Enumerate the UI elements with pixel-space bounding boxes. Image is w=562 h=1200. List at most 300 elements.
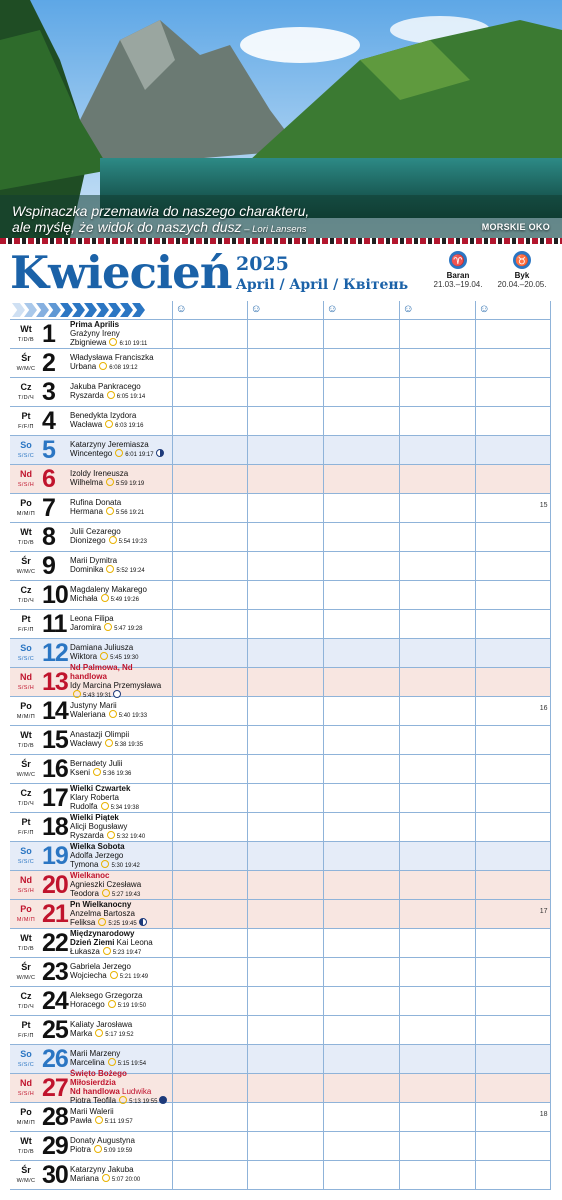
- day-number: 16: [42, 755, 68, 783]
- note-cell[interactable]: [172, 1045, 247, 1074]
- note-cell[interactable]: [475, 987, 550, 1016]
- note-cell[interactable]: [323, 494, 399, 523]
- name-days: [70, 440, 172, 460]
- zodiac-dates: 20.04.–20.05.: [497, 280, 547, 289]
- day-info-cell: [10, 784, 172, 813]
- day-number: 25: [42, 1016, 68, 1044]
- note-cell[interactable]: [399, 726, 475, 755]
- note-cell[interactable]: [475, 842, 550, 871]
- note-cell[interactable]: [475, 494, 550, 523]
- year: 2025: [236, 253, 289, 275]
- note-cell[interactable]: [247, 407, 323, 436]
- note-cell[interactable]: [323, 1132, 399, 1161]
- note-cell[interactable]: [475, 900, 550, 929]
- sunrise-sunset: 5:47 19:28: [114, 626, 143, 632]
- smiley-icon: ☺: [175, 303, 187, 315]
- day-info-cell: [10, 1103, 172, 1132]
- sun-icon: [99, 362, 107, 370]
- note-cell[interactable]: [172, 494, 247, 523]
- note-cell[interactable]: [399, 1045, 475, 1074]
- day-info-cell: [10, 349, 172, 378]
- note-cell[interactable]: [399, 581, 475, 610]
- day-note: Michała 5:49 19:26: [70, 594, 139, 603]
- taurus-icon: ♉: [513, 251, 531, 269]
- note-cell[interactable]: [247, 320, 323, 349]
- note-cell[interactable]: [247, 610, 323, 639]
- note-cell[interactable]: [247, 842, 323, 871]
- note-cell[interactable]: [399, 813, 475, 842]
- day-note: Kaliaty Jarosława: [70, 1020, 133, 1029]
- sunrise-sunset: 5:49 19:26: [110, 597, 139, 603]
- day-note: Rufina Donata: [70, 498, 122, 507]
- name-days: [70, 813, 172, 842]
- note-cell[interactable]: [475, 581, 550, 610]
- day-info-cell: [10, 436, 172, 465]
- day-note: Hermana 5:56 19:21: [70, 507, 145, 516]
- day-info-cell: [10, 320, 172, 349]
- sunrise-sunset: 5:21 19:49: [119, 974, 149, 980]
- day-row: [10, 755, 550, 784]
- day-number: 2: [42, 349, 55, 377]
- week-number: 17: [539, 908, 548, 915]
- note-cell[interactable]: [475, 1132, 550, 1161]
- family-column-header[interactable]: [399, 301, 475, 320]
- weekday: Śr W/M/С: [16, 961, 36, 981]
- day-info-cell: [10, 663, 172, 699]
- note-cell[interactable]: [247, 755, 323, 784]
- day-note: Wiktora 5:45 19:30: [70, 652, 139, 661]
- note-cell[interactable]: [323, 784, 399, 813]
- family-column-header[interactable]: [247, 301, 323, 320]
- note-cell[interactable]: [399, 900, 475, 929]
- note-cell[interactable]: [172, 929, 247, 958]
- note-cell[interactable]: [247, 1161, 323, 1190]
- sun-icon: [101, 594, 109, 602]
- day-number: 4: [42, 407, 55, 435]
- day-number: 11: [42, 610, 67, 638]
- day-number: 22: [42, 929, 68, 957]
- note-cell[interactable]: [172, 436, 247, 465]
- day-row: [10, 581, 550, 610]
- weekday: Wt T/D/В: [17, 1135, 35, 1155]
- day-note: Magdaleny Makarego: [70, 585, 147, 594]
- sunrise-sunset: 5:09 19:59: [103, 1148, 133, 1154]
- note-cell[interactable]: [399, 1074, 475, 1103]
- note-cell[interactable]: [323, 465, 399, 494]
- chevron-right-icon: [72, 303, 85, 317]
- note-cell[interactable]: [323, 871, 399, 900]
- day-row: [10, 349, 550, 378]
- day-info-cell: [10, 407, 172, 436]
- day-info-cell: [10, 378, 172, 407]
- day-row: [10, 900, 550, 929]
- day-note: Gabriela Jerzego: [70, 962, 131, 971]
- sun-icon: [108, 1000, 116, 1008]
- note-cell[interactable]: [475, 523, 550, 552]
- month-title: Kwiecień: [10, 246, 232, 299]
- note-cell[interactable]: [323, 552, 399, 581]
- weekday: Po M/M/П: [16, 497, 36, 517]
- name-days: [70, 842, 172, 871]
- name-days: [70, 498, 172, 518]
- note-cell[interactable]: [399, 929, 475, 958]
- day-number: 23: [42, 958, 68, 986]
- note-cell[interactable]: [247, 436, 323, 465]
- note-cell[interactable]: [475, 639, 550, 668]
- note-cell[interactable]: [247, 668, 323, 697]
- note-cell[interactable]: [399, 552, 475, 581]
- note-cell[interactable]: [247, 958, 323, 987]
- note-cell[interactable]: [172, 552, 247, 581]
- note-cell[interactable]: [399, 436, 475, 465]
- note-cell[interactable]: [172, 1132, 247, 1161]
- note-cell[interactable]: [475, 1074, 550, 1103]
- week-number: 18: [539, 1111, 548, 1118]
- note-cell[interactable]: [247, 552, 323, 581]
- note-cell[interactable]: [399, 610, 475, 639]
- note-cell[interactable]: [323, 697, 399, 726]
- note-cell[interactable]: [399, 1132, 475, 1161]
- day-row: [10, 987, 550, 1016]
- note-cell[interactable]: [172, 378, 247, 407]
- weekday: Wt T/D/В: [17, 526, 35, 546]
- day-note: Piotra 5:09 19:59: [70, 1145, 133, 1154]
- day-info-cell: [10, 1161, 172, 1190]
- day-row: [10, 784, 550, 813]
- day-note: Marcelina 5:15 19:54: [70, 1058, 147, 1067]
- note-cell[interactable]: [475, 465, 550, 494]
- sunrise-sunset: 5:11 19:57: [104, 1119, 133, 1125]
- day-note: Rudolfa 5:34 19:38: [70, 801, 139, 811]
- chevron-right-icon: [24, 303, 37, 317]
- sun-icon: [107, 831, 115, 839]
- day-row: [10, 494, 550, 523]
- note-cell[interactable]: [172, 900, 247, 929]
- name-days: [70, 991, 172, 1011]
- note-cell[interactable]: [475, 784, 550, 813]
- day-row: [10, 668, 550, 697]
- quote-line-2: ale myślę, że widok do naszych dusz: [12, 219, 242, 235]
- note-cell[interactable]: [399, 755, 475, 784]
- note-cell[interactable]: [323, 378, 399, 407]
- note-cell[interactable]: [323, 349, 399, 378]
- zodiac-dates: 21.03.–19.04.: [433, 280, 483, 289]
- family-column-header[interactable]: [172, 301, 247, 320]
- note-cell[interactable]: [399, 349, 475, 378]
- day-note: Bernadety Julii: [70, 759, 123, 768]
- note-cell[interactable]: [247, 465, 323, 494]
- note-cell[interactable]: [399, 1161, 475, 1190]
- note-cell[interactable]: [323, 726, 399, 755]
- note-cell[interactable]: [323, 987, 399, 1016]
- day-row: [10, 407, 550, 436]
- note-cell[interactable]: [247, 639, 323, 668]
- weekday: Pt F/F/П: [18, 410, 34, 430]
- day-info-cell: [10, 610, 172, 639]
- note-cell[interactable]: [172, 697, 247, 726]
- day-note: Benedykta Izydora: [70, 411, 137, 420]
- note-cell[interactable]: [172, 639, 247, 668]
- note-cell[interactable]: [323, 668, 399, 697]
- sun-icon: [94, 1145, 102, 1153]
- note-cell[interactable]: [323, 1103, 399, 1132]
- note-cell[interactable]: [399, 378, 475, 407]
- family-column-header[interactable]: [323, 301, 399, 320]
- day-note: Ryszarda 5:32 19:40: [70, 830, 146, 840]
- sunrise-sunset: 6:03 19:16: [115, 423, 144, 429]
- note-cell[interactable]: [323, 929, 399, 958]
- sunrise-sunset: 5:56 19:21: [115, 510, 145, 516]
- note-cell[interactable]: [399, 842, 475, 871]
- day-note: Izoldy Ireneusza: [70, 469, 129, 478]
- day-info-cell: [10, 465, 172, 494]
- zodiac-taurus: [482, 251, 562, 289]
- note-cell[interactable]: [247, 581, 323, 610]
- note-cell[interactable]: [247, 987, 323, 1016]
- day-note: Adolfa Jerzego: [70, 850, 124, 860]
- note-cell[interactable]: [399, 639, 475, 668]
- day-info-cell: [10, 494, 172, 523]
- note-cell[interactable]: [323, 1161, 399, 1190]
- weekday: So S/S/С: [17, 642, 35, 662]
- note-cell[interactable]: [247, 871, 323, 900]
- note-cell[interactable]: [172, 1074, 247, 1103]
- note-cell[interactable]: [247, 697, 323, 726]
- name-days: [70, 643, 172, 663]
- day-note: Horacego 5:19 19:50: [70, 1000, 147, 1009]
- note-cell[interactable]: [323, 755, 399, 784]
- note-cell[interactable]: [172, 1161, 247, 1190]
- note-cell[interactable]: [172, 610, 247, 639]
- calendar-grid: [10, 301, 551, 1190]
- day-number: 18: [42, 813, 68, 841]
- day-note: Julii Cezarego: [70, 527, 121, 536]
- day-note: Wielki Piątek: [70, 812, 119, 822]
- note-cell[interactable]: [475, 1103, 550, 1132]
- day-info-cell: [10, 842, 172, 871]
- note-cell[interactable]: [247, 900, 323, 929]
- day-note: Urbana 6:08 19:12: [70, 362, 138, 371]
- weekday: Pt F/F/П: [18, 816, 34, 836]
- day-note: Wilhelma 5:59 19:19: [70, 478, 145, 487]
- name-days: [70, 1165, 172, 1185]
- note-cell[interactable]: [399, 494, 475, 523]
- note-cell[interactable]: [247, 1103, 323, 1132]
- day-number: 20: [42, 871, 68, 899]
- day-info-cell: [10, 900, 172, 929]
- sun-icon: [101, 802, 109, 810]
- note-cell[interactable]: [399, 668, 475, 697]
- sunrise-sunset: 5:15 19:54: [117, 1061, 147, 1067]
- day-row: [10, 813, 550, 842]
- day-note: Anastazji Olimpii: [70, 730, 130, 739]
- name-days: [70, 1069, 172, 1107]
- sunrise-sunset: 5:07 20:00: [111, 1177, 141, 1183]
- note-cell[interactable]: [172, 320, 247, 349]
- note-cell[interactable]: [247, 1132, 323, 1161]
- sunrise-sunset: 5:32 19:40: [116, 833, 146, 840]
- day-info-cell: [10, 987, 172, 1016]
- note-cell[interactable]: [475, 1016, 550, 1045]
- note-cell[interactable]: [172, 349, 247, 378]
- note-cell[interactable]: [247, 813, 323, 842]
- note-cell[interactable]: [247, 523, 323, 552]
- note-cell[interactable]: [323, 1045, 399, 1074]
- note-cell[interactable]: [247, 1045, 323, 1074]
- day-note: Idy Marcina Przemysława5:43 19:31: [70, 681, 162, 699]
- sun-icon: [102, 1174, 110, 1182]
- chevron-right-icon: [108, 303, 121, 317]
- note-cell[interactable]: [323, 581, 399, 610]
- note-cell[interactable]: [247, 929, 323, 958]
- sunrise-sunset: 5:45 19:30: [110, 655, 139, 661]
- note-cell[interactable]: [475, 726, 550, 755]
- name-days: [70, 1107, 172, 1127]
- note-cell[interactable]: [399, 871, 475, 900]
- name-days: [70, 1136, 172, 1156]
- note-cell[interactable]: [399, 1016, 475, 1045]
- note-cell[interactable]: [475, 813, 550, 842]
- note-cell[interactable]: [247, 349, 323, 378]
- note-cell[interactable]: [475, 871, 550, 900]
- weekday: Nd S/S/Н: [17, 671, 35, 691]
- note-cell[interactable]: [399, 523, 475, 552]
- note-cell[interactable]: [475, 320, 550, 349]
- note-cell[interactable]: [172, 784, 247, 813]
- note-cell[interactable]: [475, 349, 550, 378]
- day-note: Tymona 5:30 19:42: [70, 859, 140, 869]
- name-days: [70, 663, 172, 701]
- name-days: [70, 701, 172, 721]
- note-cell[interactable]: [323, 1074, 399, 1103]
- note-cell[interactable]: [323, 436, 399, 465]
- note-cell[interactable]: [247, 378, 323, 407]
- note-cell[interactable]: [172, 987, 247, 1016]
- note-cell[interactable]: [172, 726, 247, 755]
- note-cell[interactable]: [247, 784, 323, 813]
- note-cell[interactable]: [172, 465, 247, 494]
- chevron-right-icon: [96, 303, 109, 317]
- day-row: [10, 1103, 550, 1132]
- note-cell[interactable]: [399, 697, 475, 726]
- note-cell[interactable]: [323, 610, 399, 639]
- note-cell[interactable]: [475, 668, 550, 697]
- day-note: Wielki Czwartek: [70, 783, 131, 793]
- note-cell[interactable]: [172, 755, 247, 784]
- day-row: [10, 378, 550, 407]
- sun-icon: [106, 507, 114, 515]
- note-cell[interactable]: [475, 958, 550, 987]
- note-cell[interactable]: [475, 1161, 550, 1190]
- note-cell[interactable]: [323, 320, 399, 349]
- note-cell[interactable]: [323, 523, 399, 552]
- day-number: 10: [42, 581, 68, 609]
- note-cell[interactable]: [172, 842, 247, 871]
- note-cell[interactable]: [172, 668, 247, 697]
- day-note: Teodora 5:27 19:43: [70, 888, 141, 898]
- note-cell[interactable]: [475, 697, 550, 726]
- note-cell[interactable]: [475, 436, 550, 465]
- note-cell[interactable]: [323, 813, 399, 842]
- day-note: Jaromira 5:47 19:28: [70, 623, 143, 632]
- note-cell[interactable]: [475, 929, 550, 958]
- name-days: [70, 411, 172, 431]
- day-note: Wacławy 5:38 19:35: [70, 739, 144, 748]
- note-cell[interactable]: [247, 494, 323, 523]
- note-cell[interactable]: [172, 407, 247, 436]
- note-cell[interactable]: [399, 465, 475, 494]
- weekday: Cz T/D/Ч: [17, 787, 35, 807]
- day-row: [10, 320, 550, 349]
- day-note: Marka 5:17 19:52: [70, 1029, 134, 1038]
- day-note: Piotra Teofila 5:13 19:55: [70, 1096, 172, 1107]
- note-cell[interactable]: [172, 1016, 247, 1045]
- note-cell[interactable]: [399, 784, 475, 813]
- photo-location: MORSKIE OKO: [481, 222, 550, 232]
- weekday: Po M/M/П: [16, 700, 36, 720]
- family-column-header[interactable]: [475, 301, 550, 320]
- note-cell[interactable]: [475, 755, 550, 784]
- note-cell[interactable]: [172, 871, 247, 900]
- quote: [12, 203, 309, 238]
- day-note: Łukasza 5:23 19:47: [70, 946, 142, 956]
- day-row: [10, 697, 550, 726]
- note-cell[interactable]: [323, 842, 399, 871]
- note-cell[interactable]: [247, 726, 323, 755]
- sun-icon: [95, 1116, 103, 1124]
- smiley-icon: ☺: [326, 303, 338, 315]
- weekday: Po M/M/П: [16, 1106, 36, 1126]
- chevron-right-icon: [60, 303, 73, 317]
- note-cell[interactable]: [172, 523, 247, 552]
- note-cell[interactable]: [475, 378, 550, 407]
- note-cell[interactable]: [399, 958, 475, 987]
- sun-icon: [108, 1058, 116, 1066]
- sunrise-sunset: 5:59 19:19: [115, 481, 145, 487]
- weekday: Nd S/S/Н: [17, 468, 35, 488]
- note-cell[interactable]: [172, 958, 247, 987]
- note-cell[interactable]: [475, 1045, 550, 1074]
- note-cell[interactable]: [323, 900, 399, 929]
- note-cell[interactable]: [247, 1016, 323, 1045]
- day-info-cell: [10, 871, 172, 900]
- day-row: [10, 726, 550, 755]
- note-cell[interactable]: [475, 610, 550, 639]
- note-cell[interactable]: [172, 1103, 247, 1132]
- note-cell[interactable]: [323, 407, 399, 436]
- note-cell[interactable]: [475, 552, 550, 581]
- note-cell[interactable]: [323, 1016, 399, 1045]
- note-cell[interactable]: [247, 1074, 323, 1103]
- sunrise-sunset: 5:13 19:55: [129, 1099, 158, 1105]
- day-note: Katarzyny Jakuba: [70, 1165, 134, 1174]
- note-cell[interactable]: [475, 407, 550, 436]
- day-info-cell: [10, 523, 172, 552]
- note-cell[interactable]: [172, 813, 247, 842]
- day-note: Pn Wielkanocny: [70, 899, 132, 909]
- note-cell[interactable]: [399, 320, 475, 349]
- note-cell[interactable]: [323, 639, 399, 668]
- sun-icon: [102, 889, 110, 897]
- note-cell[interactable]: [399, 407, 475, 436]
- note-cell[interactable]: [399, 1103, 475, 1132]
- day-note: Dominika 5:52 19:24: [70, 565, 145, 574]
- weekday: Po M/M/П: [16, 903, 36, 923]
- day-note: Prima Aprilis: [70, 319, 120, 329]
- note-cell[interactable]: [399, 987, 475, 1016]
- note-cell[interactable]: [323, 958, 399, 987]
- note-cell[interactable]: [172, 581, 247, 610]
